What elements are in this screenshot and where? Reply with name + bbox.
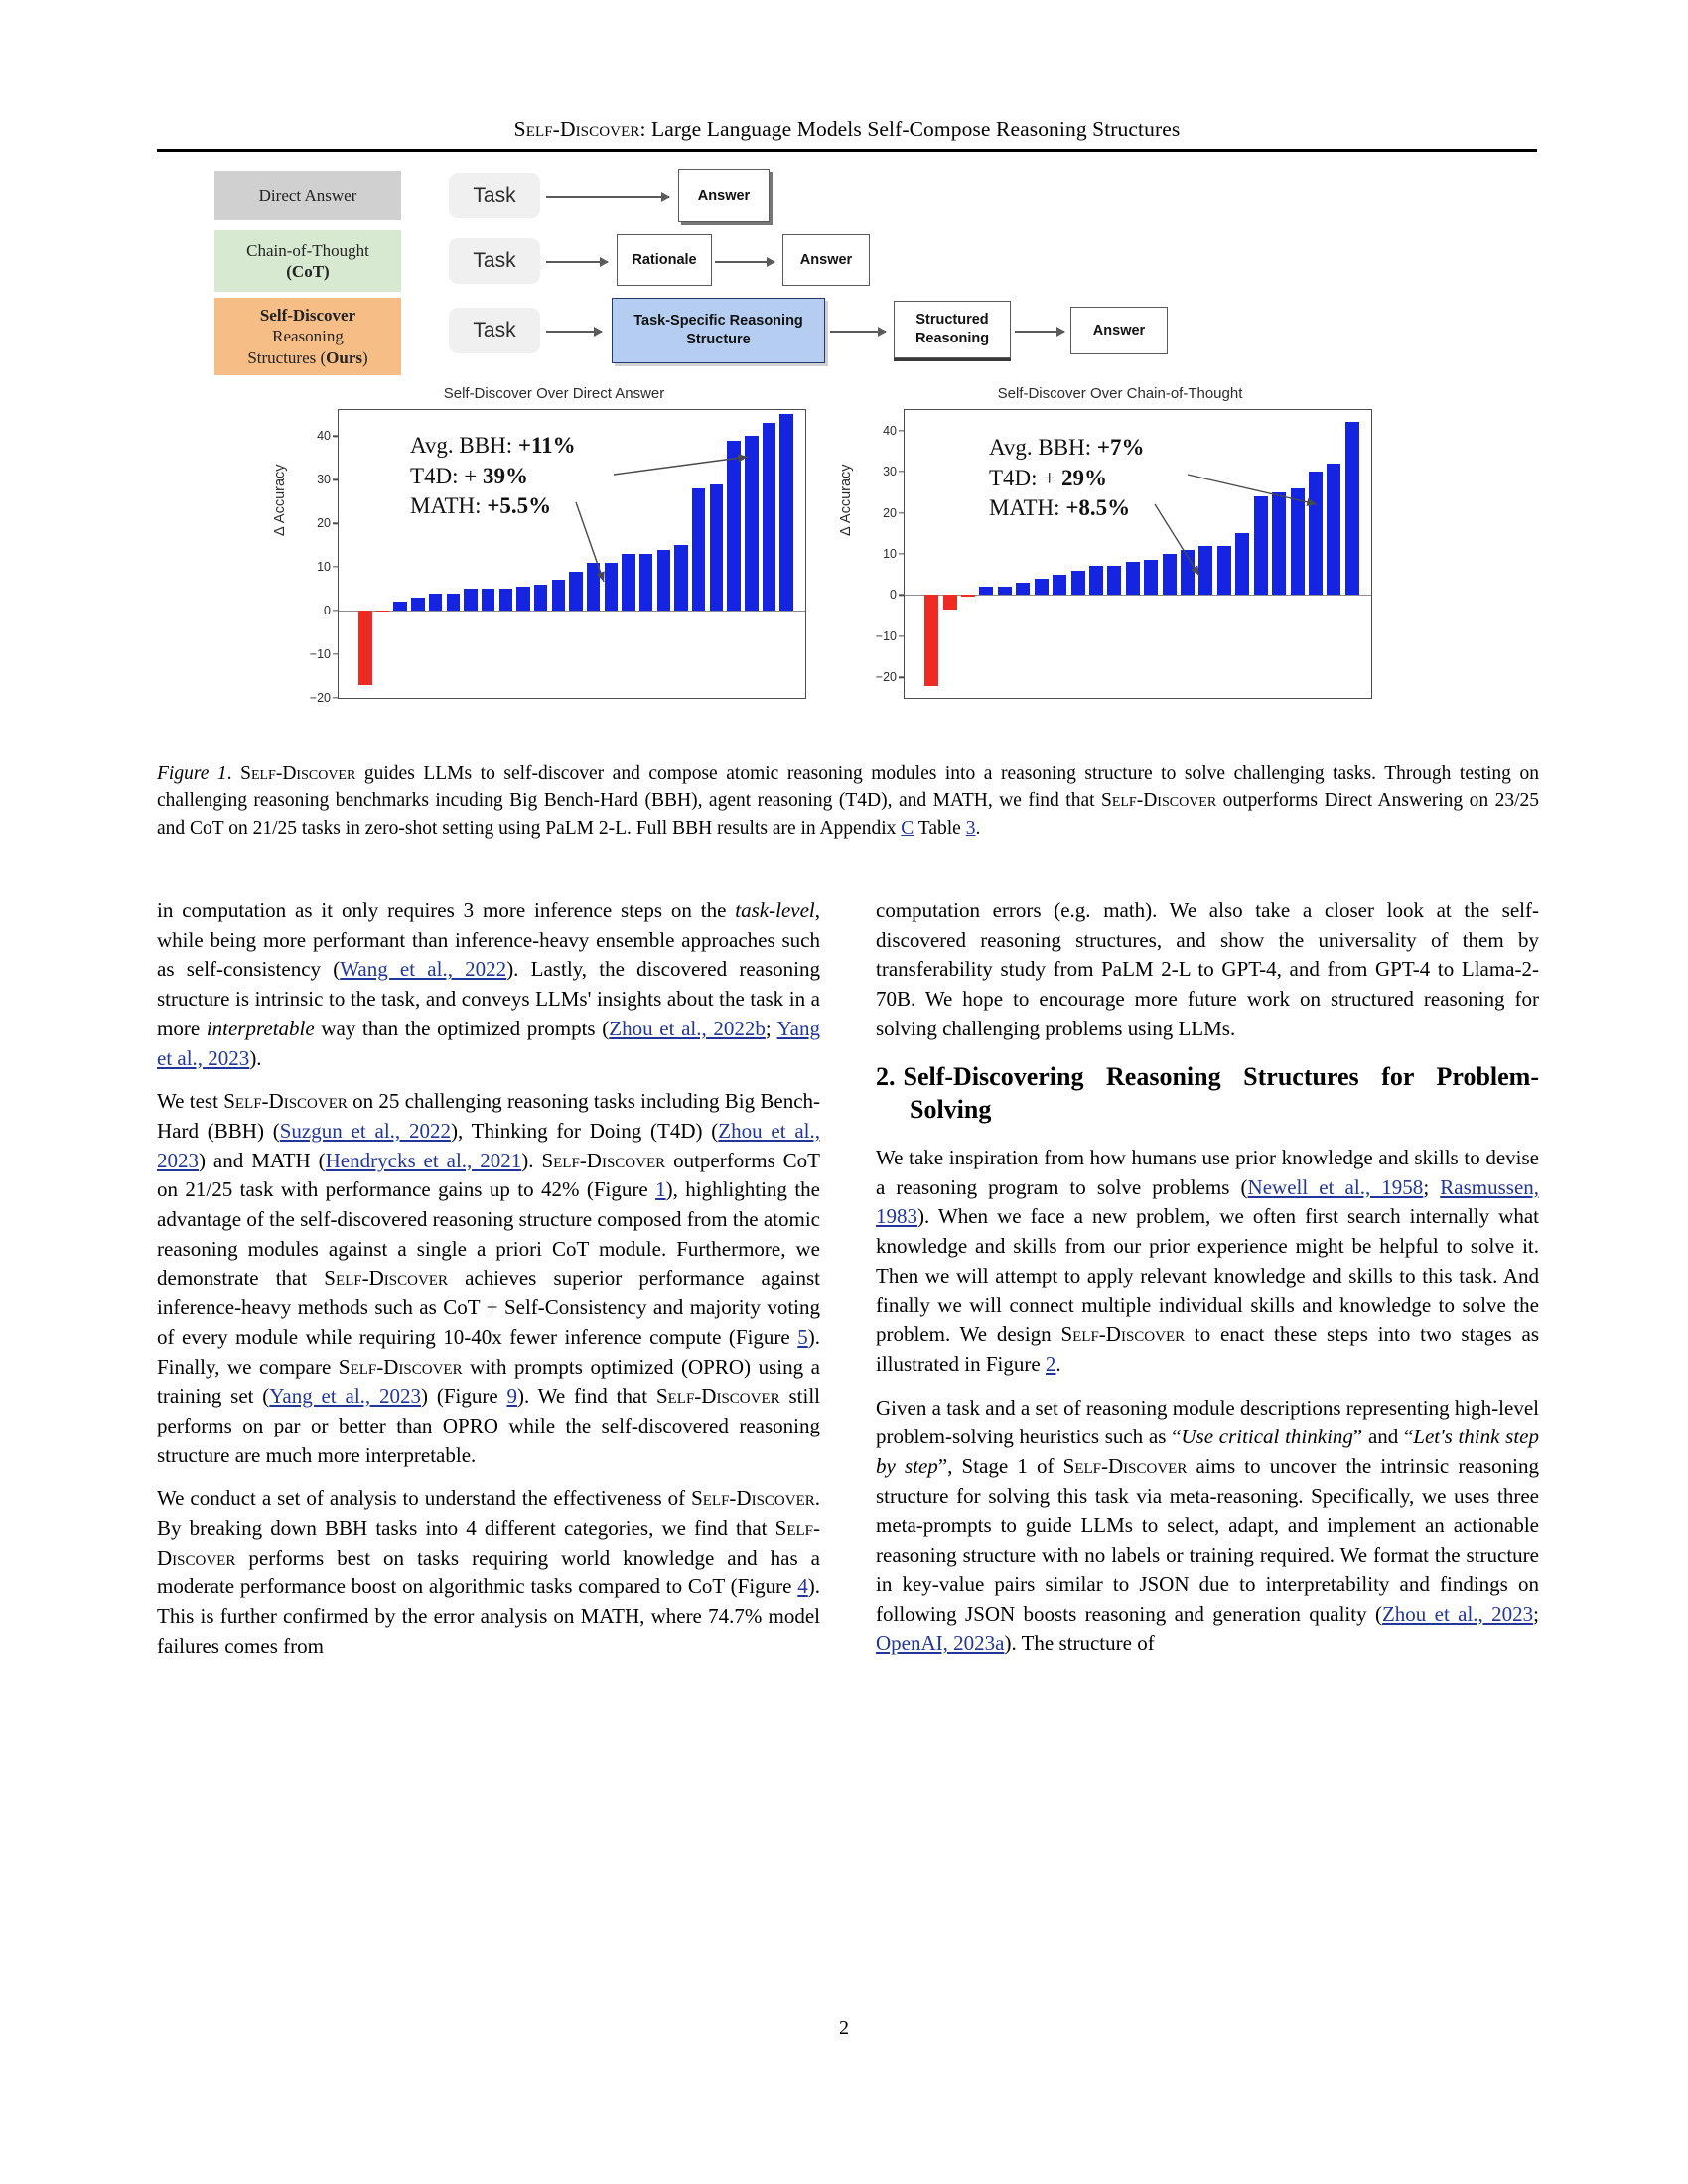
p3-right-italic-lets-think-step-by-step: Let's think step by step bbox=[876, 1425, 1539, 1479]
p2-left-j: with prompts optimized (OPRO) using a training set ( bbox=[157, 1354, 820, 1409]
caption-label: Figure 1 bbox=[157, 763, 227, 784]
chart-ytick-mark bbox=[333, 653, 339, 654]
task-label-row1: Task bbox=[473, 184, 516, 206]
chart-bar bbox=[569, 572, 582, 612]
category-label-direct: Direct Answer bbox=[258, 186, 357, 205]
node-label-structured-reasoning: Structured Reasoning bbox=[914, 312, 990, 346]
category-label-cot: Chain-of-Thought bbox=[246, 240, 369, 260]
annot-label-math-left: MATH: bbox=[410, 493, 482, 519]
caption-sc-1: Self-Discover bbox=[240, 763, 356, 784]
p3-left-d: ). This is further confirmed by the error analysis on MATH, where 74.7% model failures comes from bbox=[157, 1574, 820, 1658]
chart-bar bbox=[1345, 422, 1359, 595]
task-label-row3: Task bbox=[473, 319, 516, 341]
p2-left-g: ), highlighting the advantage of the self-discovered reasoning structure composed from the atomic reasoning modules against a single a priori CoT module. Furthermore, we demonstrate that bbox=[157, 1177, 820, 1291]
p3-right-d: aims to uncover the intrinsic reasoning structure for solving this task via meta-reasoning. Specifically, we uses three meta-prompts to guide LLMs to select, adapt, and implement an actionable reasoning structure with no labels or training required. We format the structure in key-value pairs similar to JSON due to interpretability and findings on following JSON boosts reasoning and generation quality ( bbox=[876, 1454, 1539, 1626]
chart-bar bbox=[961, 595, 975, 596]
p1-left-c: ). Lastly, the discovered reasoning structure is intrinsic to the task, and conveys LLMs' insights about the task in a more bbox=[157, 957, 820, 1040]
chart-bar bbox=[1107, 566, 1121, 595]
chart-bar bbox=[674, 545, 687, 611]
chart-bar bbox=[516, 587, 529, 611]
arrow-row2-1 bbox=[546, 261, 608, 263]
chart-ytick-label: 20 bbox=[883, 505, 897, 520]
arrow-row2-2 bbox=[715, 261, 774, 263]
paragraph-right-2 bbox=[876, 1144, 1539, 1380]
body-column-left bbox=[157, 896, 820, 1676]
chart-ytick-mark bbox=[899, 677, 905, 678]
chart-bar bbox=[464, 589, 477, 611]
p2-left-sc1: Self-Discover bbox=[223, 1089, 348, 1114]
chart-annotation-left bbox=[410, 431, 576, 522]
chart-bar bbox=[692, 488, 705, 611]
chart-bar bbox=[393, 602, 406, 611]
chart-bar bbox=[1291, 488, 1305, 596]
citation-wang-2022[interactable]: Wang et al., 2022 bbox=[340, 957, 507, 982]
link-figure-4[interactable]: 4 bbox=[797, 1574, 808, 1599]
figure-charts bbox=[157, 385, 1537, 728]
p2-right-d: to enact these steps into two stages as illustrated in Figure bbox=[876, 1322, 1539, 1376]
chart-title-right: Self-Discover Over Chain-of-Thought bbox=[997, 385, 1243, 402]
chart-ytick-label: −20 bbox=[309, 691, 331, 705]
category-label-self-line3 bbox=[247, 347, 367, 368]
annot-value-math-right: +8.5% bbox=[1065, 495, 1131, 521]
citation-openai-2023a[interactable]: OpenAI, 2023a bbox=[876, 1631, 1005, 1656]
node-answer-row2 bbox=[782, 234, 870, 286]
p3-left-a: We conduct a set of analysis to understand the effectiveness of bbox=[157, 1486, 692, 1511]
chart-bar bbox=[587, 563, 600, 611]
caption-text-1: . bbox=[226, 763, 241, 784]
p1-left-f: ). bbox=[249, 1045, 262, 1070]
chart-bar bbox=[657, 550, 670, 612]
chart-title-left: Self-Discover Over Direct Answer bbox=[443, 385, 665, 402]
chart-ylabel-left: Δ Accuracy bbox=[272, 464, 288, 536]
p1-left-b: , while being more performant than inference-heavy ensemble approaches such as self-consistency ( bbox=[157, 898, 820, 982]
paragraph-right-1: computation errors (e.g. math). We also take a closer look at the self-discovered reasoning structures, and show the universality of them by transferability study from PaLM 2-L to GPT-4, and from GPT-4 to Llama-2-70B. We hope to encourage more future work on structured reasoning for solving challenging problems using LLMs. bbox=[876, 898, 1539, 1040]
p1-left-italic-interpretable: interpretable bbox=[206, 1016, 315, 1040]
chart-ytick-label: 30 bbox=[317, 473, 331, 487]
chart-bar bbox=[727, 441, 740, 611]
p1-left-a: in computation as it only requires 3 more inference steps on the bbox=[157, 898, 736, 922]
chart-ytick-mark bbox=[333, 567, 339, 568]
paragraph-left-3 bbox=[157, 1484, 820, 1661]
chart-bar bbox=[1144, 560, 1158, 595]
chart-bar bbox=[779, 414, 792, 611]
node-structured-reasoning bbox=[894, 301, 1011, 358]
chart-bar bbox=[411, 598, 424, 611]
citation-zhou-2023-b[interactable]: Zhou et al., 2023 bbox=[1381, 1601, 1534, 1626]
p2-left-m: still performs on par or better than OPRO while the self-discovered reasoning structure are much more interpretable. bbox=[157, 1384, 820, 1467]
chart-bar bbox=[552, 580, 565, 611]
arrow-row1-1 bbox=[546, 196, 669, 198]
chart-bar bbox=[376, 611, 389, 612]
caption-text-4: Table bbox=[914, 817, 966, 839]
p3-right-e: ; bbox=[1533, 1601, 1539, 1626]
chart-bar bbox=[763, 423, 775, 611]
chart-bar bbox=[1071, 571, 1085, 596]
annot-value-t4d-right: 29% bbox=[1061, 465, 1108, 490]
task-box-row2 bbox=[449, 238, 540, 284]
annot-line-math-left bbox=[410, 491, 576, 522]
citation-zhou-2022b[interactable]: Zhou et al., 2022b bbox=[609, 1016, 766, 1040]
p3-left-c: performs best on tasks requiring world knowledge and has a moderate performance boost on algorithmic tasks compared to CoT (Figure bbox=[157, 1545, 820, 1599]
annot-value-math-left: +5.5% bbox=[487, 493, 552, 519]
chart-annotation-right bbox=[989, 433, 1144, 524]
annot-value-avg-bbh-left: +11% bbox=[517, 433, 576, 458]
chart-bar bbox=[622, 554, 634, 611]
p2-left-sc4: Self-Discover bbox=[338, 1354, 463, 1379]
chart-bar bbox=[534, 585, 547, 611]
chart-bar bbox=[998, 587, 1012, 595]
annot-value-t4d-left: 39% bbox=[483, 463, 529, 488]
link-figure-5[interactable]: 5 bbox=[797, 1324, 808, 1349]
annot-line-avg-bbh-right bbox=[989, 433, 1144, 464]
chart-bar bbox=[1126, 562, 1140, 595]
p3-right-f: ). The structure of bbox=[1004, 1631, 1155, 1656]
p3-right-italic-use-critical-thinking: Use critical thinking bbox=[1181, 1425, 1353, 1449]
annot-line-t4d-right bbox=[989, 464, 1144, 494]
flow-diagram bbox=[157, 169, 1537, 382]
p2-right-e: . bbox=[1055, 1351, 1061, 1376]
chart-ytick-label: 10 bbox=[883, 547, 897, 561]
node-label-rationale: Rationale bbox=[632, 251, 697, 268]
chart-bar bbox=[943, 595, 957, 610]
chart-ytick-mark bbox=[333, 479, 339, 480]
p2-left-i: ). Finally, we compare bbox=[157, 1324, 820, 1379]
annot-label-avg-bbh-left: Avg. BBH: bbox=[410, 433, 513, 458]
chart-ytick-label: 20 bbox=[317, 516, 331, 531]
chart-bar bbox=[1254, 496, 1268, 595]
node-label-answer-row1: Answer bbox=[697, 187, 751, 204]
task-box-row1 bbox=[449, 173, 540, 218]
figure-caption bbox=[157, 760, 1539, 842]
annot-line-t4d-left bbox=[410, 462, 576, 492]
p2-left-d: ) and MATH ( bbox=[199, 1148, 326, 1172]
annot-label-avg-bbh-right: Avg. BBH: bbox=[989, 435, 1092, 460]
node-label-task-specific-structure: Task-Specific Reasoning Structure bbox=[633, 313, 803, 347]
chart-ylabel-right: Δ Accuracy bbox=[838, 464, 854, 536]
p2-left-k: ) (Figure bbox=[421, 1384, 507, 1409]
category-label-self-line2: Reasoning bbox=[272, 327, 344, 346]
p2-left-b: on 25 challenging reasoning tasks including Big Bench-Hard (BBH) ( bbox=[157, 1089, 821, 1143]
chart-bar bbox=[482, 589, 494, 611]
chart-bar bbox=[499, 589, 512, 611]
citation-zhou-2023-a[interactable]: Zhou et al., 2023 bbox=[157, 1118, 821, 1172]
chart-bar bbox=[924, 595, 938, 685]
chart-bar bbox=[429, 594, 442, 612]
chart-bar bbox=[1089, 566, 1103, 595]
p2-right-b: ; bbox=[1423, 1174, 1441, 1199]
page-number: 2 bbox=[839, 2017, 849, 2039]
category-label-cot-abbr: (CoT) bbox=[286, 262, 330, 281]
node-label-answer-row2: Answer bbox=[799, 251, 853, 268]
p3-right-a: Given a task and a set of reasoning module descriptions representing high-level problem-solving heuristics such as “ bbox=[876, 1395, 1539, 1449]
citation-yang-2023-a[interactable]: Yang et al., 2023 bbox=[157, 1016, 820, 1070]
arrow-row3-3 bbox=[1015, 331, 1064, 333]
p3-left-sc2: Self-Discover bbox=[157, 1516, 820, 1570]
annot-value-avg-bbh-right: +7% bbox=[1096, 435, 1145, 460]
p2-left-c: ), Thinking for Doing (T4D) ( bbox=[450, 1118, 719, 1143]
category-self-line3-bold: Ours bbox=[326, 347, 362, 367]
annot-label-math-right: MATH: bbox=[989, 495, 1060, 521]
citation-yang-2023-b[interactable]: Yang et al., 2023 bbox=[269, 1384, 421, 1409]
chart-ytick-label: 30 bbox=[883, 465, 897, 479]
category-self-discover bbox=[214, 298, 401, 375]
p1-left-italic-task-level: task-level bbox=[735, 898, 815, 922]
chart-ytick-mark bbox=[333, 523, 339, 524]
chart-bar bbox=[358, 611, 371, 685]
chart-ytick-mark bbox=[899, 635, 905, 636]
arrow-row3-2 bbox=[830, 331, 886, 333]
p2-left-sc3: Self-Discover bbox=[324, 1266, 448, 1291]
caption-sc-2: Self-Discover bbox=[1100, 790, 1217, 812]
chart-bar bbox=[1163, 554, 1177, 595]
category-chain-of-thought bbox=[214, 230, 401, 292]
p3-left-sc1: Self-Discover bbox=[691, 1486, 815, 1511]
category-label-self-lead: Self-Discover bbox=[259, 305, 356, 325]
p2-left-f: outperforms CoT on 21/25 task with performance gains up to 42% (Figure bbox=[157, 1148, 820, 1202]
chart-ytick-mark bbox=[899, 430, 905, 431]
chart-ytick-label: 0 bbox=[890, 588, 897, 603]
chart-bar bbox=[1016, 583, 1030, 595]
caption-link-table-3[interactable]: 3 bbox=[965, 817, 976, 839]
chart-bar bbox=[710, 484, 723, 611]
chart-ytick-mark bbox=[333, 697, 339, 698]
link-figure-9[interactable]: 9 bbox=[506, 1384, 517, 1409]
p2-right-a: We take inspiration from how humans use prior knowledge and skills to devise a reasoning program to solve problems ( bbox=[876, 1146, 1539, 1199]
chart-self-discover-over-direct-answer bbox=[272, 385, 832, 728]
running-header-rest: : Large Language Models Self-Compose Reasoning Structures bbox=[639, 117, 1181, 141]
chart-zero-line bbox=[339, 611, 805, 612]
chart-bar bbox=[1035, 579, 1049, 596]
chart-self-discover-over-chain-of-thought bbox=[838, 385, 1398, 728]
chart-ytick-mark bbox=[333, 610, 339, 611]
chart-ytick-label: −10 bbox=[309, 647, 331, 662]
category-direct-answer bbox=[214, 171, 401, 220]
citation-suzgun-2022[interactable]: Suzgun et al., 2022 bbox=[279, 1118, 451, 1143]
node-task-specific-structure bbox=[612, 298, 825, 363]
body-column-right bbox=[876, 896, 1539, 1673]
p2-left-e: ). bbox=[521, 1148, 542, 1172]
citation-hendrycks-2021[interactable]: Hendrycks et al., 2021 bbox=[325, 1148, 522, 1172]
p1-left-d: way than the optimized prompts ( bbox=[314, 1016, 610, 1040]
caption-text-3: outperforms Direct Answering on 23/25 and CoT on 21/25 tasks in zero-shot setting using PaLM 2-L. Full BBH results are in Appendix bbox=[157, 790, 1539, 839]
p2-left-sc2: Self-Discover bbox=[541, 1148, 666, 1172]
paragraph-left-1 bbox=[157, 896, 820, 1073]
chart-bar bbox=[1235, 533, 1249, 595]
running-header bbox=[157, 117, 1537, 142]
p2-left-l: ). We find that bbox=[516, 1384, 656, 1409]
chart-ytick-label: 0 bbox=[324, 604, 331, 618]
chart-ytick-mark bbox=[333, 436, 339, 437]
p2-right-sc1: Self-Discover bbox=[1060, 1322, 1186, 1347]
chart-ytick-label: −20 bbox=[875, 670, 897, 685]
chart-bar bbox=[745, 436, 758, 611]
chart-bar bbox=[447, 594, 460, 612]
annot-label-t4d-left: T4D: + bbox=[410, 463, 478, 488]
chart-bar bbox=[1181, 550, 1195, 596]
paragraph-left-2 bbox=[157, 1087, 820, 1470]
p1-left-e: ; bbox=[765, 1016, 777, 1040]
p2-left-h: achieves superior performance against inference-heavy methods such as CoT + Self-Consistency and majority voting of every module while requiring 10-40x fewer inference compute (Figure bbox=[157, 1266, 821, 1349]
p2-right-c: ). When we face a new problem, we often first search internally what knowledge and skills from our prior experience might be helpful to solve it. Then we will attempt to apply relevant knowledge and skills to this task. And finally we will connect multiple individual skills and knowledge to solve the problem. We design bbox=[876, 1204, 1539, 1347]
p3-right-sc1: Self-Discover bbox=[1062, 1454, 1188, 1479]
chart-ytick-label: 10 bbox=[317, 560, 331, 575]
link-figure-1[interactable]: 1 bbox=[655, 1177, 666, 1202]
section-number: 2. bbox=[876, 1061, 896, 1091]
p3-left-b: . By breaking down BBH tasks into 4 different categories, we find that bbox=[157, 1486, 820, 1541]
chart-ytick-mark bbox=[899, 553, 905, 554]
chart-ytick-label: −10 bbox=[875, 628, 897, 643]
annot-line-math-right bbox=[989, 493, 1144, 524]
chart-bar bbox=[1309, 472, 1323, 595]
annot-line-avg-bbh-left bbox=[410, 431, 576, 462]
chart-bar bbox=[1198, 546, 1212, 596]
chart-ytick-label: 40 bbox=[883, 423, 897, 438]
p2-left-a: We test bbox=[157, 1089, 224, 1114]
chart-bar bbox=[1217, 546, 1231, 596]
chart-ytick-mark bbox=[899, 595, 905, 596]
section-title: Self-Discovering Reasoning Structures for Problem-Solving bbox=[903, 1061, 1539, 1124]
p3-right-b: ” and “ bbox=[1352, 1425, 1414, 1449]
header-rule bbox=[157, 149, 1537, 152]
chart-bar bbox=[1272, 492, 1286, 596]
caption-text-5: . bbox=[975, 817, 981, 839]
chart-bar bbox=[639, 554, 652, 611]
arrow-row3-1 bbox=[546, 331, 602, 333]
annot-label-t4d-right: T4D: + bbox=[989, 465, 1056, 490]
node-label-answer-row3: Answer bbox=[1092, 322, 1146, 339]
p3-right-c: ”, Stage 1 of bbox=[937, 1454, 1063, 1479]
task-label-row2: Task bbox=[473, 249, 516, 272]
node-answer-row3 bbox=[1070, 307, 1168, 354]
caption-link-appendix-c[interactable]: C bbox=[901, 817, 914, 839]
node-rationale-row2 bbox=[617, 234, 712, 286]
running-header-smallcaps: Self-Discover bbox=[513, 117, 640, 141]
category-self-line3-pre: Structures ( bbox=[247, 347, 327, 367]
chart-ytick-label: 40 bbox=[317, 429, 331, 444]
chart-bar bbox=[605, 563, 618, 611]
p2-left-sc5: Self-Discover bbox=[655, 1384, 780, 1409]
citation-newell-1958[interactable]: Newell et al., 1958 bbox=[1247, 1174, 1424, 1199]
caption-text-2: guides LLMs to self-discover and compose atomic reasoning modules into a reasoning structure to solve challenging tasks. Through testing on challenging reasoning benchmarks incuding Big Bench-Hard (BBH), agent reasoning (T4D), and MATH, we find that bbox=[157, 763, 1539, 812]
chart-ytick-mark bbox=[899, 512, 905, 513]
section-heading-2 bbox=[876, 1060, 1539, 1127]
node-answer-row1 bbox=[678, 169, 770, 222]
chart-bar bbox=[1053, 575, 1066, 596]
chart-bar bbox=[979, 587, 993, 595]
category-self-line3-post: ) bbox=[362, 347, 368, 367]
chart-bar bbox=[1327, 464, 1340, 596]
citation-rasmussen-1983[interactable]: Rasmussen, 1983 bbox=[876, 1174, 1540, 1229]
chart-ytick-mark bbox=[899, 471, 905, 472]
paragraph-right-3 bbox=[876, 1394, 1539, 1659]
task-box-row3 bbox=[449, 308, 540, 353]
link-figure-2[interactable]: 2 bbox=[1045, 1351, 1056, 1376]
figure-1 bbox=[157, 169, 1537, 735]
